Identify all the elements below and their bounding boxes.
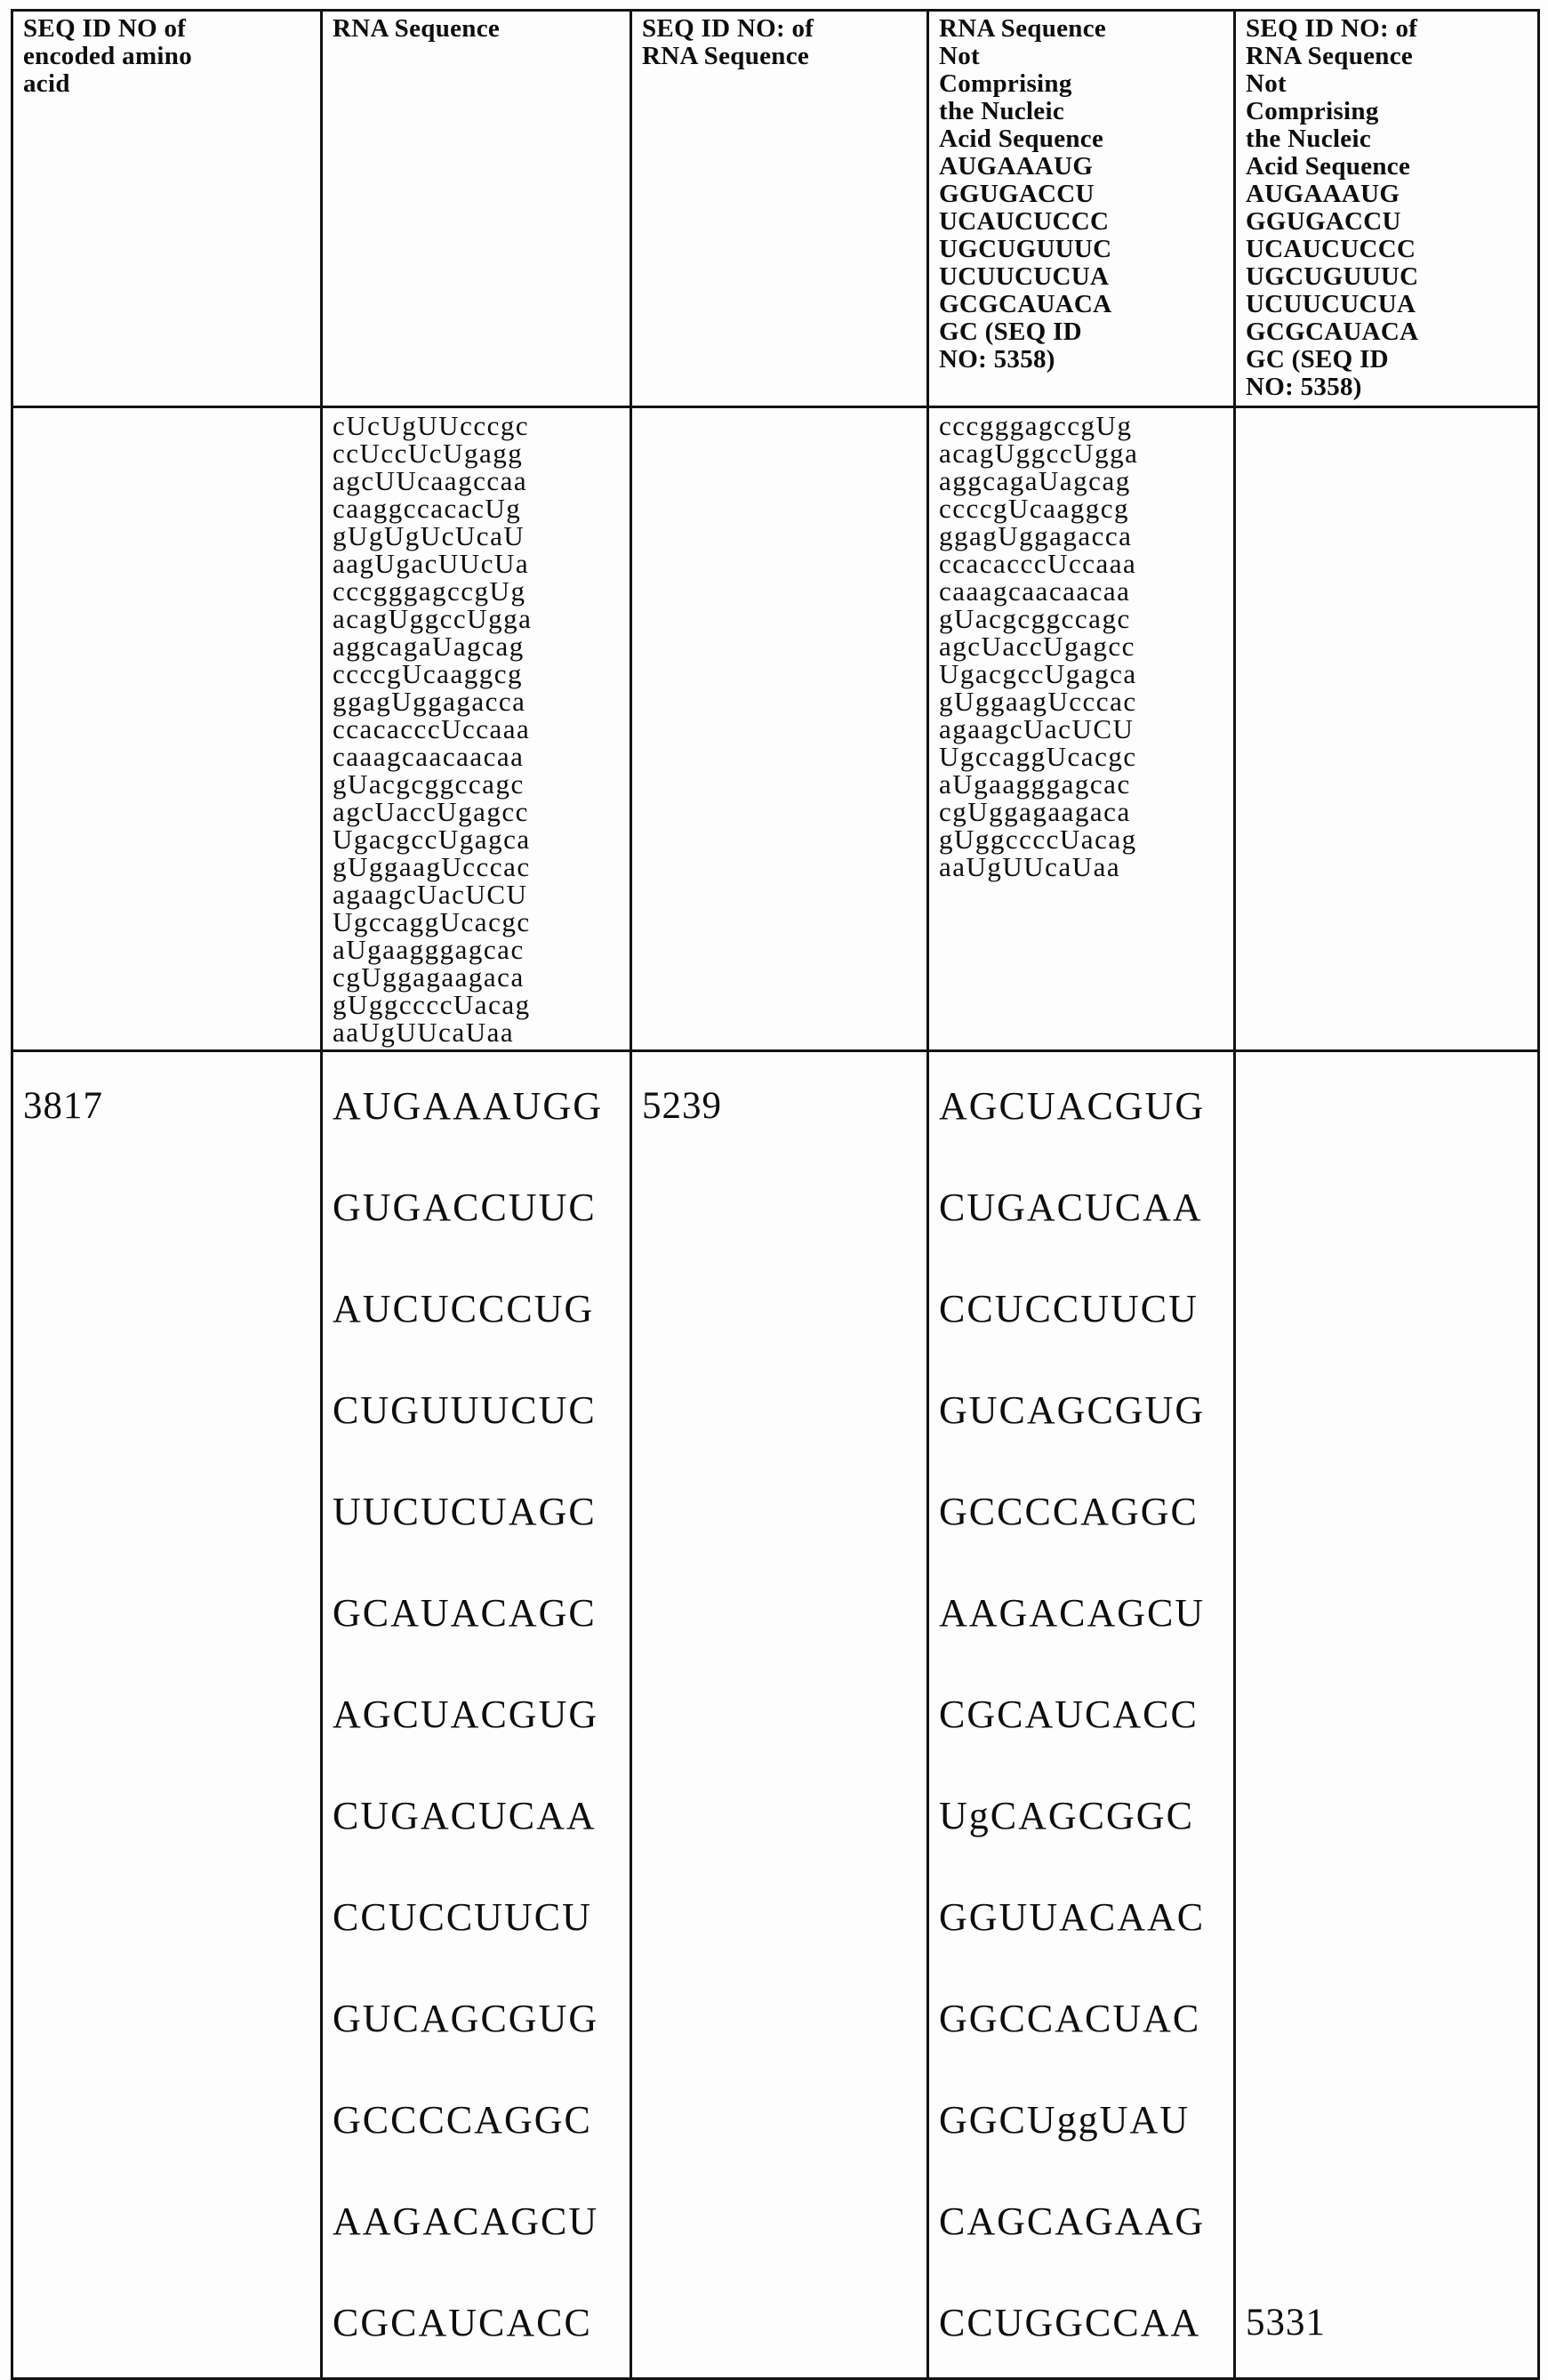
cell-rna-sequence: cUcUgUUcccgc ccUccUcUgagg agcUUcaagccaa caaggccacacUg gUgUgUcUcaU aagUgacUUcUa cccgggagccgUg acagUggccUgga aggcagaUagcag ccccgUcaaggcg ggagUggagacca ccacacccUccaaa caaagcaacaacaa gUacgcggccagc agcUaccUgagcc UgacgccUgagca gUggaagUcccac agaagcUacUCU UgccaggUcacgc aUgaagggagcac cgUggagaagaca gUggccccUacag aaUgUUcaUaa (322, 407, 631, 1051)
header-rna-sequence-not-comprising: RNA Sequence Not Comprising the Nucleic Acid Sequence AUGAAAUG GGUGACCU UCAUCUCCC UGCUGUUUC UCUUCUCUA GCGCAUACA GC (SEQ ID NO: 5358) (928, 11, 1235, 407)
cell-rna-sequence-not-comprising: AGCUACGUG CUGACUCAA CCUCCUUCU GUCAGCGUG GCCCCAGGC AAGACAGCU CGCAUCACC UgCAGCGGC GGUUACAAC GGCCACUAC GGCUggUAU CAGCAGAAG CCUGGCCAA (928, 1051, 1235, 2379)
table-row (12, 1051, 1539, 2379)
header-seq-id-rna-not-comprising: SEQ ID NO: of RNA Sequence Not Comprising the Nucleic Acid Sequence AUGAAAUG GGUGACCU UCAUCUCCC UGCUGUUUC UCUUCUCUA GCGCAUACA GC (SEQ ID NO: 5358) (1235, 11, 1539, 407)
cell-seq-id-amino: 3817 (12, 1051, 322, 2379)
header-seq-id-amino: SEQ ID NO of encoded amino acid (12, 11, 322, 407)
cell-seq-id-rna-not-comprising (1235, 407, 1539, 1051)
cell-seq-id-amino (12, 407, 322, 1051)
cell-rna-sequence: AUGAAAUGG GUGACCUUC AUCUCCCUG CUGUUUCUC UUCUCUAGC GCAUACAGC AGCUACGUG CUGACUCAA CCUCCUUCU GUCAGCGUG GCCCCAGGC AAGACAGCU CGCAUCACC (322, 1051, 631, 2379)
header-rna-sequence: RNA Sequence (322, 11, 631, 407)
table-row (12, 407, 1539, 1051)
cell-rna-sequence-not-comprising: cccgggagccgUg acagUggccUgga aggcagaUagcag ccccgUcaaggcg ggagUggagacca ccacacccUccaaa caaagcaacaacaa gUacgcggccagc agcUaccUgagcc UgacgccUgagca gUggaagUcccac agaagcUacUCU UgccaggUcacgc aUgaagggagcac cgUggagaagaca gUggccccUacag aaUgUUcaUaa (928, 407, 1235, 1051)
rna-sequence-table (11, 9, 1540, 2380)
cell-seq-id-rna (631, 407, 928, 1051)
header-seq-id-rna: SEQ ID NO: of RNA Sequence (631, 11, 928, 407)
cell-seq-id-rna: 5239 (631, 1051, 928, 2379)
cell-seq-id-rna-not-comprising: 5331 (1235, 1051, 1539, 2379)
table-header-row (12, 11, 1539, 407)
